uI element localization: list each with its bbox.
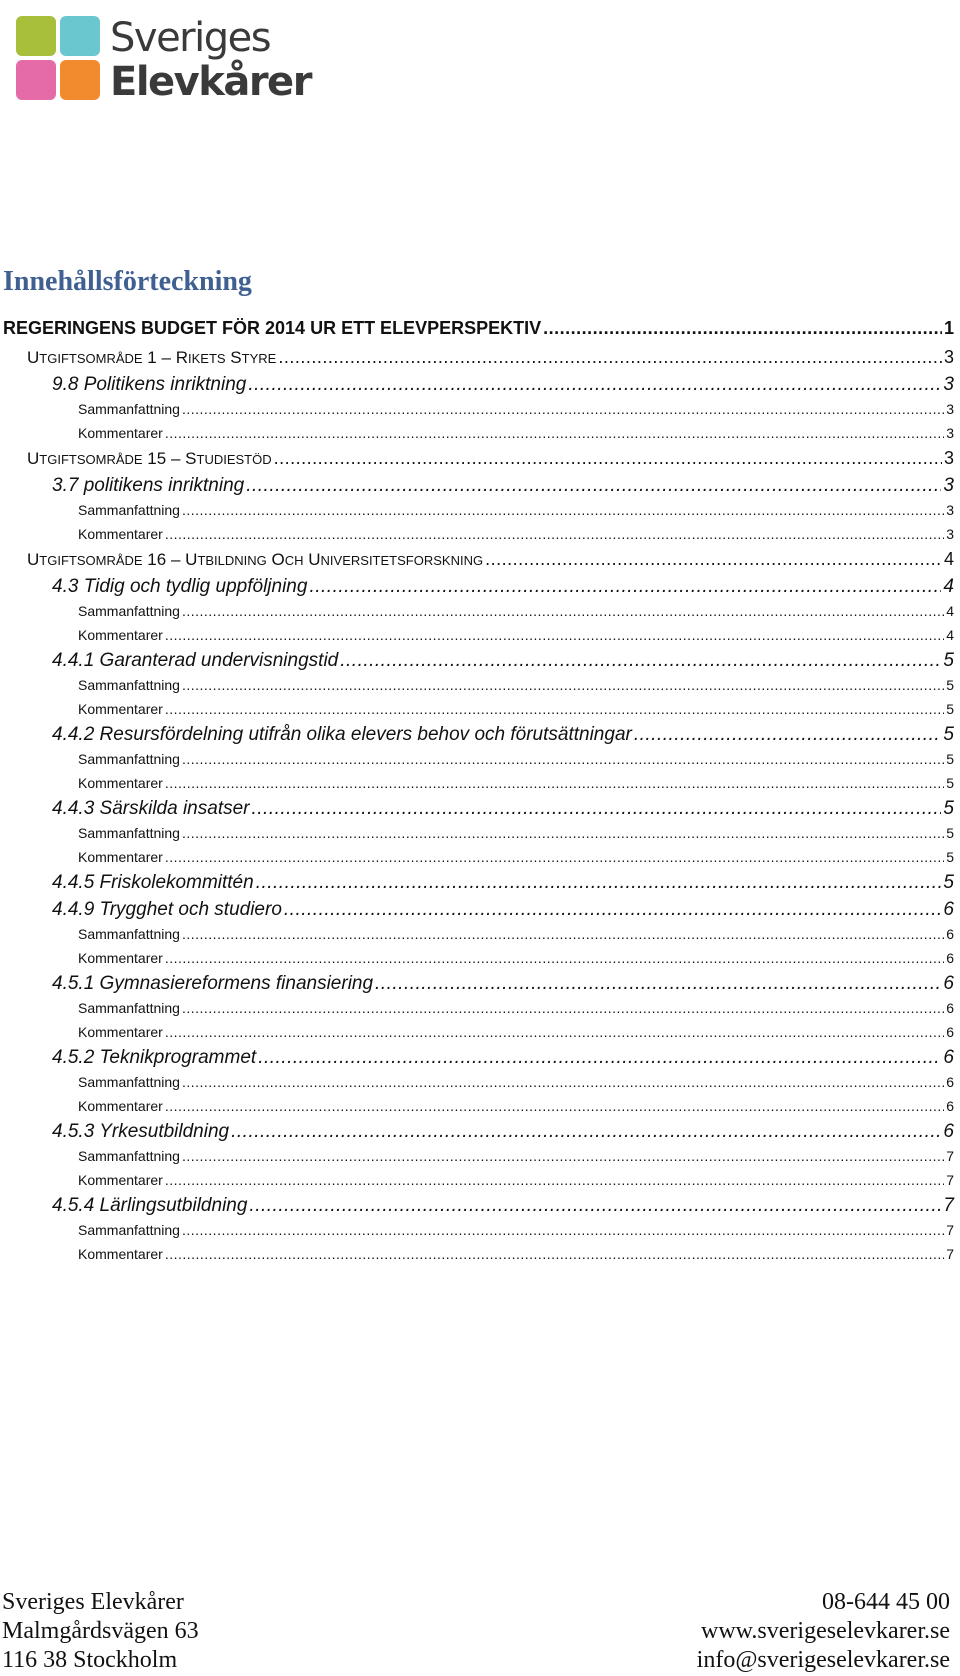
- logo-square-pink: [16, 60, 56, 100]
- toc-section-entry[interactable]: [52, 475, 954, 497]
- toc-dot-leader: [182, 677, 944, 693]
- logo: [14, 12, 311, 105]
- toc-page-number: 3: [946, 424, 954, 441]
- toc-page-number: 7: [946, 1148, 954, 1164]
- toc-entry-title: UTGIFTSOMRÅDE 15 – STUDIESTÖD: [27, 449, 272, 468]
- toc-dot-leader: [165, 1098, 944, 1114]
- toc-entry-title: 9.8 Politikens inriktning: [52, 374, 247, 395]
- footer-address: [2, 1588, 199, 1675]
- toc-dot-leader: [165, 849, 944, 865]
- toc-page-number: 6: [946, 1097, 954, 1114]
- toc-dot-leader: [165, 1172, 944, 1188]
- toc-subentry[interactable]: [78, 1024, 954, 1040]
- toc-entry-title: Sammanfattning: [78, 1148, 180, 1164]
- toc-section-entry[interactable]: [52, 973, 954, 995]
- toc-entry-title: 4.5.1 Gymnasiereformens finansiering: [52, 973, 374, 994]
- toc-dot-leader: [182, 1000, 944, 1016]
- toc-subentry[interactable]: [78, 950, 954, 966]
- toc-page-number: 4: [946, 626, 954, 643]
- toc-dot-leader: [252, 798, 942, 820]
- toc-page-number: 5: [943, 724, 954, 745]
- toc-page-number: 5: [943, 798, 954, 819]
- toc-dot-leader: [231, 1121, 941, 1143]
- toc-dot-leader: [182, 1148, 944, 1164]
- footer-contact: [697, 1588, 950, 1675]
- toc-page-number: 3: [943, 347, 954, 367]
- toc-entry-title: 4.3 Tidig och tydlig uppföljning: [52, 576, 308, 597]
- toc-page-number: 5: [946, 848, 954, 865]
- toc-entry-title: 4.5.3 Yrkesutbildning: [52, 1121, 230, 1142]
- toc-page-number: 3: [946, 401, 954, 417]
- toc-page-number: 6: [943, 973, 954, 994]
- toc-entry-title: UTGIFTSOMRÅDE 16 – UTBILDNING OCH UNIVERSITETSFORSKNING: [27, 550, 484, 569]
- toc-page-number: 6: [946, 1000, 954, 1016]
- toc-entry-title: UTGIFTSOMRÅDE 1 – RIKETS STYRE: [27, 348, 277, 367]
- toc-page-number: 4: [946, 603, 954, 619]
- toc-dot-leader: [258, 1047, 941, 1069]
- toc-entry-title: Sammanfattning: [78, 1074, 180, 1090]
- toc-entry-title: Sammanfattning: [78, 603, 180, 619]
- toc-entry-title: Sammanfattning: [78, 502, 180, 518]
- toc-entry-title: Sammanfattning: [78, 825, 180, 841]
- toc-dot-leader: [182, 401, 944, 417]
- toc-page-number: 6: [943, 899, 954, 920]
- toc-dot-leader: [485, 549, 942, 570]
- toc-subentry[interactable]: [78, 425, 954, 441]
- toc-entry-title: 3.7 politikens inriktning: [52, 475, 245, 496]
- toc-entry-title: Kommentarer: [78, 626, 163, 643]
- toc-entry-title: Kommentarer: [78, 700, 163, 717]
- toc-page-number: 4: [943, 576, 954, 597]
- toc-section-entry[interactable]: [52, 576, 954, 598]
- toc-subentry[interactable]: [78, 677, 954, 693]
- toc-page-number: 6: [946, 1074, 954, 1090]
- toc-dot-leader: [165, 775, 944, 791]
- toc-subentry[interactable]: [78, 1148, 954, 1164]
- logo-wordmark-line1: Sveriges: [110, 15, 271, 61]
- toc-dot-leader: [182, 825, 944, 841]
- toc-dot-leader: [182, 1222, 944, 1238]
- toc-page-number: 3: [943, 374, 954, 395]
- toc-subentry[interactable]: [78, 526, 954, 542]
- toc-page-number: 5: [943, 872, 954, 893]
- toc-dot-leader: [165, 425, 944, 441]
- toc-dot-leader: [165, 526, 944, 542]
- toc-dot-leader: [246, 475, 941, 497]
- toc-entry-title: Kommentarer: [78, 949, 163, 966]
- toc-subentry[interactable]: [78, 751, 954, 767]
- toc-entry-title: 4.4.5 Friskolekommittén: [52, 872, 254, 893]
- toc-page-number: 1: [943, 318, 954, 338]
- toc-page-number: 5: [946, 677, 954, 693]
- footer-website-link[interactable]: www.sverigeselevkarer.se: [700, 1618, 950, 1644]
- toc-entry-title: Kommentarer: [78, 848, 163, 865]
- toc-entry-title: REGERINGENS BUDGET FÖR 2014 UR ETT ELEVPERSPEKTIV: [3, 318, 542, 338]
- toc-entry-title: 4.4.3 Särskilda insatser: [52, 798, 250, 819]
- toc-entry-title: Sammanfattning: [78, 677, 180, 693]
- toc-dot-leader: [274, 448, 942, 469]
- toc-entry-title: Kommentarer: [78, 1245, 163, 1262]
- toc-section-entry[interactable]: [52, 1195, 954, 1217]
- toc-subentry[interactable]: [78, 1074, 954, 1090]
- toc-chapter-entry[interactable]: [27, 448, 954, 469]
- logo-wordmark-line2: Elevkårer: [110, 59, 311, 105]
- toc-page-number: 7: [946, 1171, 954, 1188]
- toc-page-number: 5: [943, 650, 954, 671]
- toc-entry-title: Sammanfattning: [78, 751, 180, 767]
- toc-page-number: 3: [946, 502, 954, 518]
- toc-dot-leader: [165, 1024, 944, 1040]
- toc-dot-leader: [256, 872, 942, 894]
- toc-entry-title: Kommentarer: [78, 1171, 163, 1188]
- toc-page-number: 5: [946, 825, 954, 841]
- toc-entry-title: Sammanfattning: [78, 401, 180, 417]
- toc-chapter-entry[interactable]: [27, 347, 954, 368]
- logo-square-green: [16, 16, 56, 56]
- toc-page-number: 5: [946, 774, 954, 791]
- footer-email-link[interactable]: info@sverigeselevkarer.se: [696, 1647, 950, 1673]
- toc-entry-title: 4.5.2 Teknikprogrammet: [52, 1047, 257, 1068]
- toc-subentry[interactable]: [78, 1222, 954, 1238]
- logo-square-orange: [60, 60, 100, 100]
- toc-subentry[interactable]: [78, 1246, 954, 1262]
- toc-dot-leader: [634, 724, 942, 746]
- toc-section-entry[interactable]: [52, 374, 954, 396]
- toc-dot-leader: [248, 374, 941, 396]
- footer-street: Malmgårdsvägen 63: [2, 1618, 199, 1644]
- toc-dot-leader: [284, 899, 942, 921]
- toc-entry-title: 4.4.1 Garanterad undervisningstid: [52, 650, 339, 671]
- toc-dot-leader: [340, 650, 941, 672]
- toc-entry-title: Kommentarer: [78, 774, 163, 791]
- toc-section-entry[interactable]: [52, 1047, 954, 1069]
- toc-dot-leader: [309, 576, 941, 598]
- toc-subentry[interactable]: [78, 1172, 954, 1188]
- toc-section-entry[interactable]: [52, 1121, 954, 1143]
- toc-subentry[interactable]: [78, 849, 954, 865]
- toc-page-number: 6: [943, 1121, 954, 1142]
- toc-subentry[interactable]: [78, 401, 954, 417]
- footer-phone: 08-644 45 00: [822, 1589, 950, 1615]
- toc-subentry[interactable]: [78, 825, 954, 841]
- toc-entry-title: Kommentarer: [78, 424, 163, 441]
- toc-entry-title: Kommentarer: [78, 1097, 163, 1114]
- toc-dot-leader: [165, 627, 944, 643]
- toc-page-number: 6: [946, 1023, 954, 1040]
- toc-entry-title: 4.5.4 Lärlingsutbildning: [52, 1195, 248, 1216]
- toc-page-number: 5: [946, 700, 954, 717]
- toc-section-entry[interactable]: [52, 650, 954, 672]
- toc-chapter-entry[interactable]: [27, 549, 954, 570]
- toc-page-number: 6: [946, 949, 954, 966]
- toc-page-number: 4: [943, 549, 954, 569]
- toc-page-number: 3: [943, 475, 954, 496]
- toc-section-entry[interactable]: [52, 872, 954, 894]
- toc-subentry[interactable]: [78, 1000, 954, 1016]
- toc-page-number: 7: [946, 1245, 954, 1262]
- toc-section-entry[interactable]: [52, 798, 954, 820]
- toc-dot-leader: [182, 751, 944, 767]
- toc-dot-leader: [182, 502, 944, 518]
- toc-top-entry[interactable]: [3, 318, 954, 339]
- logo-square-cyan: [60, 16, 100, 56]
- toc-section-entry[interactable]: [52, 899, 954, 921]
- toc-entry-title: 4.4.2 Resursfördelning utifrån olika elevers behov och förutsättningar: [52, 724, 632, 745]
- toc-page-number: 7: [943, 1195, 954, 1216]
- toc-subentry[interactable]: [78, 1098, 954, 1114]
- toc-entry-title: 4.4.9 Trygghet och studiero: [52, 899, 282, 920]
- toc-dot-leader: [278, 347, 942, 368]
- toc-subentry[interactable]: [78, 502, 954, 518]
- toc-subentry[interactable]: [78, 701, 954, 717]
- toc-page-number: 5: [946, 751, 954, 767]
- footer-org-name: Sveriges Elevkårer: [2, 1589, 184, 1615]
- toc-page-number: 3: [943, 448, 954, 468]
- toc-dot-leader: [182, 603, 944, 619]
- toc-entry-title: Sammanfattning: [78, 926, 180, 942]
- toc-subentry[interactable]: [78, 926, 954, 942]
- toc-dot-leader: [543, 318, 942, 339]
- toc-dot-leader: [165, 701, 944, 717]
- footer-city: 116 38 Stockholm: [2, 1647, 178, 1673]
- toc-subentry[interactable]: [78, 775, 954, 791]
- toc-subentry[interactable]: [78, 603, 954, 619]
- toc-dot-leader: [182, 926, 944, 942]
- toc-subentry[interactable]: [78, 627, 954, 643]
- toc-page-number: 6: [943, 1047, 954, 1068]
- toc-entry-title: Sammanfattning: [78, 1000, 180, 1016]
- toc-dot-leader: [165, 950, 944, 966]
- toc-dot-leader: [182, 1074, 944, 1090]
- toc-page-number: 6: [946, 926, 954, 942]
- toc-entry-title: Sammanfattning: [78, 1222, 180, 1238]
- toc-title: Innehållsförteckning: [3, 266, 252, 297]
- toc-dot-leader: [375, 973, 941, 995]
- toc-dot-leader: [249, 1195, 941, 1217]
- toc-entry-title: Kommentarer: [78, 1023, 163, 1040]
- toc-page-number: 7: [946, 1222, 954, 1238]
- toc-page-number: 3: [946, 525, 954, 542]
- toc-section-entry[interactable]: [52, 724, 954, 746]
- toc-dot-leader: [165, 1246, 944, 1262]
- toc-entry-title: Kommentarer: [78, 525, 163, 542]
